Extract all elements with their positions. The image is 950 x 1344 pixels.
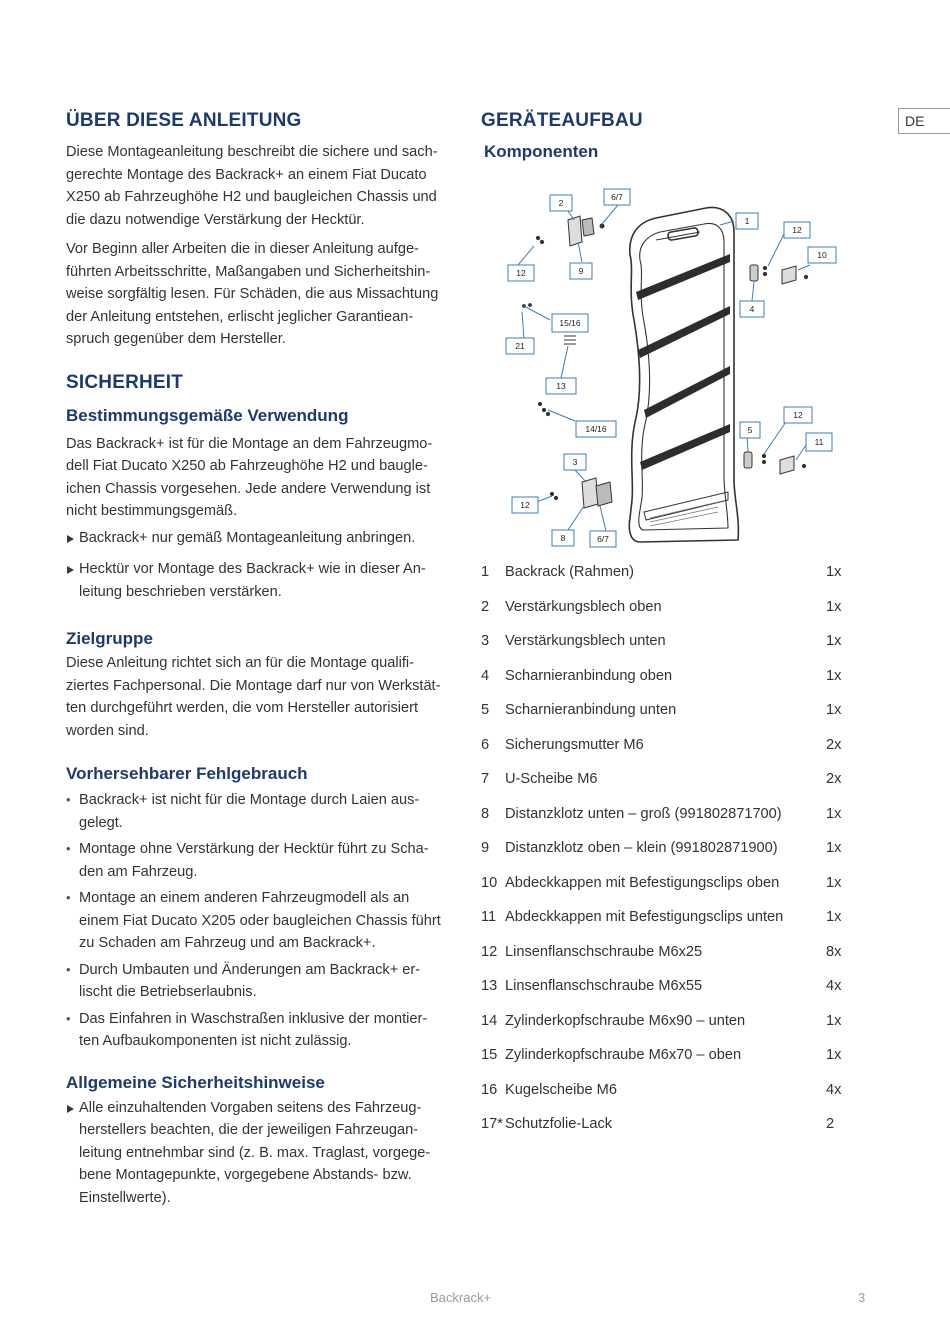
text-line: weise sorgfältig lesen. Für Schäden, die aus Missachtung xyxy=(66,286,439,302)
callout-box xyxy=(546,378,576,394)
intended-use-title: Bestimmungsgemäße Verwendung xyxy=(66,405,349,425)
footer-product-name: Backrack+ xyxy=(430,1290,492,1305)
callout-box xyxy=(564,454,586,470)
ladder-rungs xyxy=(636,254,730,526)
svg-text:11: 11 xyxy=(814,437,824,447)
callout-box xyxy=(740,422,760,438)
text-line: führten Arbeitsschritte, Maßangaben und Sicherheitshin- xyxy=(66,263,431,280)
intended-use-list xyxy=(66,527,452,604)
callout-box xyxy=(512,497,538,513)
svg-text:12: 12 xyxy=(793,410,803,420)
left-column xyxy=(66,108,452,1209)
page-number: 3 xyxy=(858,1290,866,1305)
leader-lines xyxy=(518,205,810,531)
text-line: der Anleitung entstehen, erlischt jeglicher Garantiean- xyxy=(66,308,414,325)
text-line: spruch gegenüber dem Hersteller. xyxy=(66,331,286,347)
text-line: worden sind. xyxy=(66,722,149,739)
callout-box xyxy=(784,222,810,238)
table-row: 15 Zylinderkopfschraube M6x70 – oben 1x xyxy=(481,1047,842,1063)
svg-text:6/7: 6/7 xyxy=(611,192,623,202)
table-row: 17* Schutzfolie-Lack 2 xyxy=(481,1116,835,1132)
svg-text:12: 12 xyxy=(516,268,526,278)
svg-text:12: 12 xyxy=(520,500,530,510)
svg-text:3: 3 xyxy=(572,457,578,467)
list-item: • Das Einfahren in Waschstraßen inklusive der montier- ten Aufbaukomponenten ist nicht zulässig. xyxy=(66,1008,452,1053)
table-row: 3 Verstärkungsblech unten 1x xyxy=(481,633,842,649)
text-line: Diese Montageanleitung beschreibt die sichere und sach- xyxy=(66,144,438,160)
svg-text:13: 13 xyxy=(556,381,566,391)
table-row: 1 Backrack (Rahmen) 1x xyxy=(481,564,842,580)
table-row: 14 Zylinderkopfschraube M6x90 – unten 1x xyxy=(481,1012,842,1029)
callout-box xyxy=(570,263,592,279)
list-item: • Montage an einem anderen Fahrzeugmodell als an einem Fiat Ducato X205 oder baugleichen Chassis führt zu Schaden am Fahrzeug und am Backrack+. xyxy=(66,887,452,955)
components-title: Komponenten xyxy=(484,142,599,161)
language-tab: DE xyxy=(898,108,950,134)
svg-text:21: 21 xyxy=(515,341,525,351)
svg-text:12: 12 xyxy=(792,225,802,235)
svg-text:4: 4 xyxy=(749,304,755,314)
callout-box xyxy=(576,421,616,437)
table-row: 10 Abdeckkappen mit Befestigungsclips oben 1x xyxy=(481,874,842,891)
table-row: 4 Scharnieranbindung oben 1x xyxy=(481,667,842,684)
about-title: ÜBER DIESE ANLEITUNG xyxy=(66,110,302,131)
callout-labels xyxy=(506,189,836,547)
table-row: 6 Sicherungsmutter M6 2x xyxy=(481,736,842,753)
svg-text:6/7: 6/7 xyxy=(597,534,609,544)
text-line: ten durchgeführt werden, die vom Hersteller autorisiert xyxy=(66,700,419,716)
general-safety-list xyxy=(66,1097,452,1210)
callout-box xyxy=(552,530,574,546)
text-line: Diese Anleitung richtet sich an für die Montage qualifi- xyxy=(66,655,415,671)
callout-box xyxy=(508,265,534,281)
svg-text:2: 2 xyxy=(558,198,564,208)
text-line: die dazu notwendige Verstärkung der Hecktür. xyxy=(66,211,365,228)
callout-box xyxy=(806,433,832,451)
list-item: Hecktür vor Montage des Backrack+ wie in dieser An- leitung beschrieben verstärken. xyxy=(66,558,452,603)
table-row: 8 Distanzklotz unten – groß (991802871700) 1x xyxy=(481,805,842,822)
about-paragraph-2 xyxy=(66,238,452,351)
parts-list xyxy=(481,555,851,1142)
callout-box xyxy=(808,247,836,263)
list-item: • Montage ohne Verstärkung der Hecktür führt zu Scha- den am Fahrzeug. xyxy=(66,838,452,883)
target-group-text xyxy=(66,652,452,742)
callout-box xyxy=(590,531,616,547)
callout-box xyxy=(552,314,588,332)
callout-box xyxy=(506,338,534,354)
safety-title: SICHERHEIT xyxy=(66,371,184,393)
intended-use-text xyxy=(66,433,452,523)
about-paragraph-1 xyxy=(66,141,452,231)
svg-text:5: 5 xyxy=(747,425,753,435)
table-row: 16 Kugelscheibe M6 4x xyxy=(481,1081,842,1098)
exploded-parts-diagram xyxy=(478,180,878,552)
svg-text:8: 8 xyxy=(560,533,566,543)
text-line: ichen Chassis vorgesehen. Jede andere Verwendung ist xyxy=(66,480,431,497)
list-item: • Backrack+ ist nicht für die Montage durch Laien aus- gelegt. xyxy=(66,789,452,834)
callout-box xyxy=(604,189,630,205)
svg-text:15/16: 15/16 xyxy=(559,318,581,328)
text-line: X250 ab Fahrzeughöhe H2 und baugleichen Chassis und xyxy=(66,189,437,205)
list-item: • Durch Umbauten und Änderungen am Backrack+ er- lischt die Betriebserlaubnis. xyxy=(66,959,452,1004)
text-line: nicht bestimmungsgemäß. xyxy=(66,503,238,519)
svg-text:9: 9 xyxy=(578,266,584,276)
table-row: 12 Linsenflanschschraube M6x25 8x xyxy=(481,943,842,960)
general-safety-title: Allgemeine Sicherheitshinweise xyxy=(66,1072,325,1092)
table-row: 9 Distanzklotz oben – klein (991802871900) 1x xyxy=(481,840,842,856)
table-row: 2 Verstärkungsblech oben 1x xyxy=(481,598,842,615)
right-column xyxy=(481,108,881,164)
table-row: 7 U-Scheibe M6 2x xyxy=(481,771,842,787)
callout-box xyxy=(736,213,758,229)
table-row: 11 Abdeckkappen mit Befestigungsclips unten 1x xyxy=(481,909,842,925)
text-line: ziertes Fachpersonal. Die Montage darf nur von Werkstät- xyxy=(66,677,441,694)
list-item: Alle einzuhaltenden Vorgaben seitens des Fahrzeug- herstellers beachten, die der jeweiligen Fahrzeugan- leitung entnehmbar sind (z. B. max. Traglast, vorgege- bene Montagepunkte, vorgegebene Abstands- bzw. Einstellwerte). xyxy=(66,1097,452,1210)
callout-box xyxy=(784,407,812,423)
text-line: Das Backrack+ ist für die Montage an dem Fahrzeugmo- xyxy=(66,435,433,452)
text-line: gerechte Montage des Backrack+ an einem Fiat Ducato xyxy=(66,166,427,183)
list-item: Backrack+ nur gemäß Montageanleitung anbringen. xyxy=(66,527,452,550)
callout-box xyxy=(740,301,764,317)
assembly-title: GERÄTEAUFBAU xyxy=(481,110,643,131)
target-group-title: Zielgruppe xyxy=(66,629,153,648)
misuse-title: Vorhersehbarer Fehlgebrauch xyxy=(66,764,308,783)
text-line: dell Fiat Ducato X250 ab Fahrzeughöhe H2 und baugle- xyxy=(66,458,428,474)
svg-text:10: 10 xyxy=(817,250,827,260)
text-line: Vor Beginn aller Arbeiten die in dieser Anleitung aufge- xyxy=(66,241,419,257)
svg-text:14/16: 14/16 xyxy=(585,424,607,434)
table-row: 13 Linsenflanschschraube M6x55 4x xyxy=(481,978,842,994)
table-row: 5 Scharnieranbindung unten 1x xyxy=(481,702,842,718)
misuse-list xyxy=(66,789,452,1053)
callout-box xyxy=(550,195,572,211)
svg-text:1: 1 xyxy=(744,216,750,226)
